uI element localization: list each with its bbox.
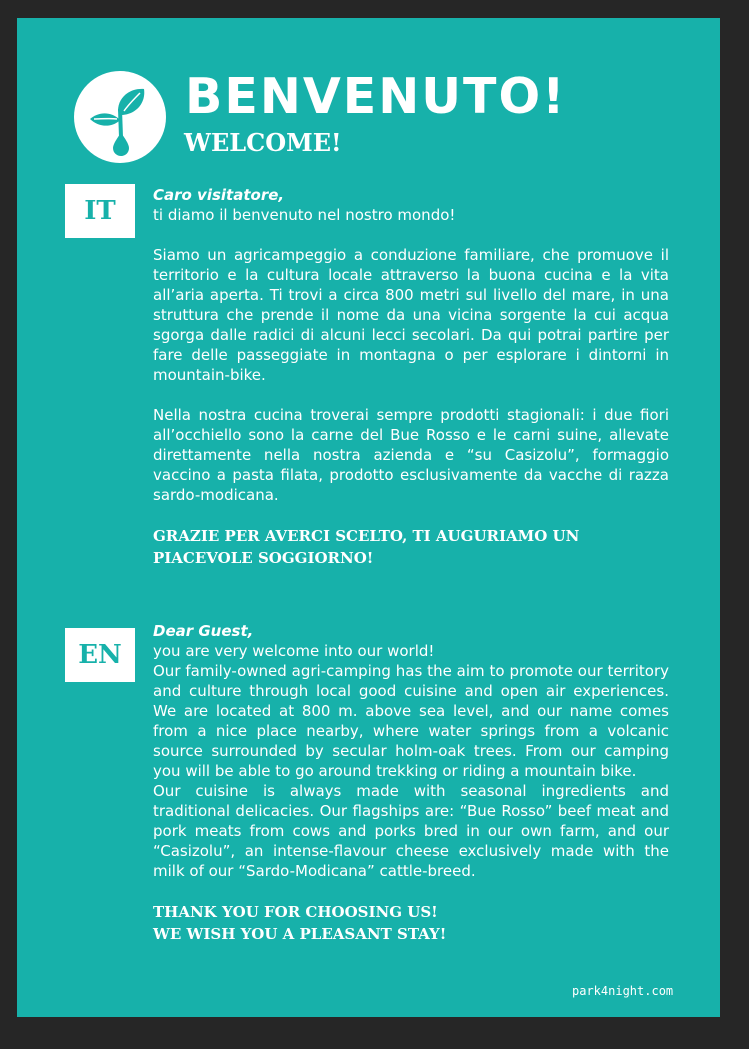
watermark: park4night.com (572, 984, 674, 998)
page-title: BENVENUTO! (185, 68, 567, 125)
english-paragraph-2: Our cuisine is always made with seasonal ingredients and traditional delicacies. Our flagships are: “Bue Rosso” beef meat and pork meats from cows and porks bred in our own farm, and our “Casizolu”, an intense-flavour cheese exclusively made with the milk of our “Sardo-Modicana” cattle-breed. (153, 782, 669, 880)
italian-section (153, 185, 669, 569)
language-badge-en: EN (65, 628, 135, 682)
english-closing-1: THANK YOU FOR CHOOSING US! (153, 903, 438, 921)
english-greeting: Dear Guest, (153, 622, 254, 640)
italian-greeting: Caro visitatore, (153, 186, 285, 204)
welcome-card (17, 18, 720, 1017)
italian-closing: GRAZIE PER AVERCI SCELTO, TI AUGURIAMO UN PIACEVOLE SOGGIORNO! (153, 527, 580, 567)
english-closing-2: WE WISH YOU A PLEASANT STAY! (153, 925, 447, 943)
italian-paragraph-1: Siamo un agricampeggio a conduzione familiare, che promuove il territorio e la cultura locale attraverso la buona cucina e la vita all’aria aperta. Ti trovi a circa 800 metri sul livello del mare, in una struttura che prende il nome da una vicina sorgente la cui acqua sgorga dalle radici di alcuni lecci secolari. Da qui potrai partire per fare delle passeggiate in montagna o per esplorare i dintorni in mountain-bike. (153, 246, 669, 384)
italian-intro: ti diamo il benvenuto nel nostro mondo! (153, 206, 456, 224)
english-intro: you are very welcome into our world! (153, 642, 435, 660)
leaf-drop-icon (74, 71, 166, 163)
language-badge-it: IT (65, 184, 135, 238)
italian-paragraph-2: Nella nostra cucina troverai sempre prodotti stagionali: i due fiori all’occhiello sono la carne del Bue Rosso e le carni suine, allevate direttamente nella nostra azienda e “su Casizolu”, formaggio vaccino a pasta filata, prodotto esclusivamente da vacche di razza sardo-modicana. (153, 406, 669, 504)
page-subtitle: WELCOME! (184, 128, 342, 157)
english-section (153, 621, 669, 945)
english-paragraph-1: Our family-owned agri-camping has the aim to promote our territory and culture through local good cuisine and open air experiences. We are located at 800 m. above sea level, and our name comes from a nice place nearby, where water springs from a volcanic source surrounded by secular holm-oak trees. From our camping you will be able to go around trekking or riding a mountain bike. (153, 662, 669, 780)
